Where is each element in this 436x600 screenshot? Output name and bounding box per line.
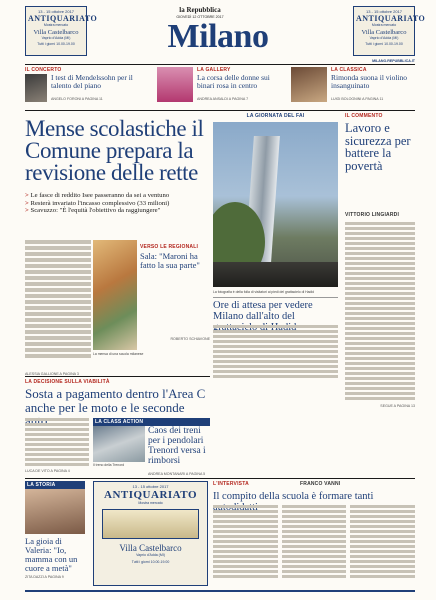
ad-villa: Villa Castelbarco [119,543,182,553]
teaser-photo-violin [291,67,327,102]
lead-bullet-1: > Le fasce di reddito Isee passeranno da sei a ventuno [25,192,170,199]
teaser-author: ANGELO FORONI A PAGINA 11 [51,97,103,101]
ad-dates: 13 - 15 ottobre 2017 [132,484,169,489]
ad-subtitle: Mostra mercato [138,501,163,505]
story-kicker: LA STORIA [25,481,85,489]
lead-bullet-2: > Resterà invariato l'incasso complessivo (33 milioni) [25,199,170,207]
crowd-shape [213,262,338,287]
lead-author: ALESSIA GALLIONE A PAGINA 3 [25,372,79,376]
column-author: VITTORIO LINGIARDI [345,212,400,218]
photo-feature-headline[interactable]: Ore di attesa per vedere Milano dall'alto del [213,300,313,322]
photo-feature-rule [213,297,338,298]
teaser-photo-piano [25,74,47,102]
footer-rule [25,590,415,592]
traffic-headline[interactable]: Sosta a pagamento dentro l'Area C anche per le moto e le seconde [25,386,206,415]
teaser-author: ANDREA ANSALDI A PAGINA 7 [197,97,249,101]
site-url[interactable]: MILANO.REPUBBLICA.IT [372,59,415,63]
paper-logo: la Repubblica [179,6,221,14]
traffic-rule [25,376,210,377]
ad-title: ANTIQUARIATO [104,489,197,501]
city-title: Milano [167,18,269,55]
class-action-kicker: LA CLASS ACTION [93,418,210,426]
ad-subtitle: Mostra mercato [43,23,69,27]
ad-villa-image [102,509,199,539]
teaser-author: LUIGI BOLOGNINI A PAGINA 11 [331,97,384,101]
teaser-title: La corsa delle donne sui binari rosa in centro [197,73,270,90]
bottom-body [213,505,415,585]
teaser-kicker: LA GALLERY [197,67,231,73]
traffic-body [25,418,89,468]
bottom-kicker: L'INTERVISTA [213,481,249,487]
masthead-rule [25,64,415,65]
teaser-photo-runners [157,67,193,102]
side-story-kicker: VERSO LE REGIONALI [140,244,199,250]
story-rule [25,478,415,479]
bottom-ad[interactable] [93,481,208,586]
ad-place: Vaprio d'Adda (MI) [41,36,71,40]
teaser-gallery[interactable] [157,67,287,109]
class-action-caption: Il treno della Trenord [93,463,125,467]
teaser-rule [25,110,415,111]
ad-dates: 13 - 15 ottobre 2017 [365,9,403,14]
lead-photo-caption: La mensa di una scuola milanese [93,352,144,356]
lead-photo-canteen [93,240,137,350]
story-headline[interactable]: La gioia di Valeria: "Io, mamma con un cuore a metà" [25,536,78,573]
side-story-headline[interactable]: Sala: "Maroni ha fatto la sua parte" [140,251,200,270]
story-author: ZITA DAZZI A PAGINA 9 [25,575,64,579]
side-story-author: ROBERTO SCHIAVONE [170,337,210,341]
teaser-title: Rimonda suona il violino insanguinato [331,73,408,90]
class-action-photo [93,426,145,462]
bottom-headline[interactable]: Il compito della scuola è formare tanti [213,491,374,502]
ad-hours: Tutti i giorni 10.00-19.00 [365,42,403,46]
ad-hours: Tutti i giorni 10.00-19.00 [131,560,170,564]
column-more[interactable]: SEGUE A PAGINA 13 [380,404,415,408]
traffic-author: LUCA DE VITO A PAGINA 4 [25,469,70,473]
date-line: GIOVEDÌ 12 OTTOBRE 2017 [176,15,224,19]
photo-feature-kicker: LA GIORNATA DEL FAI [246,113,305,119]
class-action-headline[interactable]: Caos dei treni per i pendolari Trenord versa i rimborsi [148,426,206,466]
ad-hours: Tutti i giorni 10.00-19.00 [37,42,75,46]
ad-title: ANTIQUARIATO [356,14,426,23]
ad-place: Vaprio d'Adda (MI) [136,553,165,557]
traffic-kicker: LA DECISIONE SULLA VIABILITÀ [25,379,110,385]
lead-headline[interactable]: Mense scolastiche il Comune prepara la revisione delle rette [25,116,204,185]
teaser-classica[interactable] [291,67,415,109]
bottom-author: FRANCO VANNI [300,481,341,487]
teaser-kicker: LA CLASSICA [331,67,367,73]
teaser-title: I test di Mendelssohn per il talento del piano [51,73,133,90]
ad-villa: Villa Castelbarco [361,29,407,36]
column-body [345,222,415,402]
masthead-right-ad[interactable] [353,6,426,56]
ad-title: ANTIQUARIATO [28,14,98,23]
story-photo [25,489,85,534]
ad-dates: 13 - 15 ottobre 2017 [37,9,75,14]
teaser-kicker: IL CONCERTO [25,67,62,73]
photo-feature-caption: La fotografia è della folla di visitatori ai piedi del grattacielo di Hadid [213,290,315,294]
ad-subtitle: Mostra mercato [371,23,397,27]
lead-bullets [25,192,210,215]
photo-feature-body [213,325,338,385]
lead-bullet-3: > Scavuzzo: "È l'equità l'obiettivo da raggiungere" [25,207,161,215]
column-kicker: IL COMMENTO [345,113,383,119]
teaser-concert[interactable] [25,67,153,109]
class-action-author: ANDREA MONTANARI A PAGINA 5 [148,472,206,476]
ad-villa: Villa Castelbarco [33,29,79,36]
lead-body-text [25,240,91,370]
photo-feature-image[interactable] [213,122,338,287]
masthead-left-ad[interactable] [25,6,98,56]
ad-place: Vaprio d'Adda (MI) [369,36,399,40]
column-title[interactable]: Lavoro e sicurezza per battere la povertà [345,121,411,173]
